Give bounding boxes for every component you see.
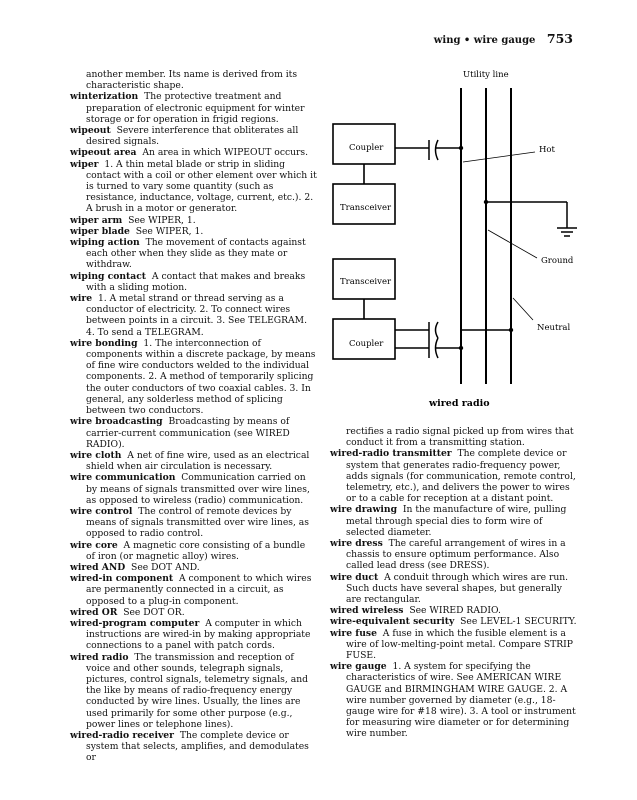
entry-term: wiping action [70,237,140,249]
entry-term: wire-equivalent security [330,616,455,628]
entry-term: wipeout area [70,147,137,159]
entry-term: wired radio [70,651,129,663]
glossary-entry [330,628,577,662]
entry-term: winterization [70,91,139,103]
glossary-entry [70,562,317,573]
entry-definition: 1. The interconnection of components within a discrete package, by means of fine wire conductors welded to the individual components. 2. A method of temporarily splicing the outer conductors of two coaxial cables. 3. In general, any solderless method of splicing between two conductors. [86,337,316,417]
glossary-entry [70,69,317,91]
glossary-entry [330,616,577,627]
entry-term: wipeout [70,125,111,137]
entry-definition: An area in which WIPEOUT occurs. [142,147,309,159]
glossary-entry [70,573,317,607]
glossary-entry [70,416,317,450]
glossary-entry [70,271,317,293]
transceiver-bottom-label: Transceiver [340,277,392,287]
hot-label: Hot [539,145,555,155]
entry-definition: See LEVEL-1 SECURITY. [460,616,577,628]
glossary-entry [70,607,317,618]
entry-definition: See WIPER, 1. [128,214,196,226]
entry-definition: The transmission and reception of voice and other sounds, telegraph signals, pictures, control signals, telemetry signals, and the like by means of radio-frequency energy conducted by wire lines. Usually, the lines are used primarily for some other purpose (e.g., power lines or telephone lines). [86,651,308,730]
glossary-entry [330,661,577,739]
entry-definition: A contact that makes and breaks with a sliding motion. [86,270,306,293]
entry-definition: another member. Its name is derived from its characteristic shape. [86,69,298,92]
glossary-entry [70,91,317,125]
glossary-entry [70,215,317,226]
entry-term: wire bonding [70,337,138,349]
glossary-entry [70,540,317,562]
entry-definition: Communication carried on by means of signals transmitted over wire lines, as opposed to wireless (radio) communication. [86,472,310,506]
entry-term: wire fuse [330,627,377,639]
entry-term: wired-radio receiver [70,729,174,741]
entry-definition: A magnetic core consisting of a bundle of iron (or magnetic alloy) wires. [86,539,306,562]
entry-term: wire gauge [330,661,387,673]
entry-definition: A fuse in which the fusible element is a wire of low-melting-point metal. Compare STRIP FUSE. [346,627,573,662]
entry-term: wiper arm [70,214,123,226]
glossary-entry [70,618,317,652]
glossary-entry [330,448,577,504]
coupler-top-label: Coupler [349,143,384,153]
transceiver-top-label: Transceiver [340,203,392,213]
wired-radio-diagram [325,62,587,414]
entry-term: wired-program computer [70,617,200,629]
entry-definition: A net of fine wire, used as an electrical shield when air circulation is necessary. [86,449,310,473]
entry-definition: A computer in which instructions are wired-in by making appropriate connections to a panel with patch cords. [86,617,311,652]
entry-term: wired wireless [330,605,404,617]
entry-definition: See DOT OR. [123,606,185,618]
right-column [330,426,577,740]
entry-definition: 1. A system for specifying the characteristics of wire. See AMERICAN WIRE GAUGE and BIRMINGHAM WIRE GAUGE. 2. A wire number governed by diameter (e.g., 18-gauge wire for #18 wire). 3. A tool or instrument for measuring wire diameter or for determining wire number. [346,661,576,740]
entry-term: wire dress [330,538,383,550]
entry-term: wired-radio transmitter [330,448,452,460]
entry-term: wire [70,293,93,305]
entry-definition: The complete device or system that generates radio-frequency power, adds signals (for communication, remote control, telemetry, etc.), and delivers the power to wires or to a cable for reception at a distant point. [346,448,576,505]
entry-term: wiper [70,158,99,170]
glossary-entry [70,125,317,147]
glossary-entry [70,226,317,237]
entry-definition: rectifies a radio signal picked up from wires that conduct it from a transmitting station. [346,426,574,449]
entry-term: wire drawing [330,504,398,516]
glossary-entry [330,504,577,538]
left-column [70,69,317,764]
entry-term: wired AND [70,561,126,573]
entry-term: wired-in component [70,573,174,585]
glossary-entry [70,237,317,271]
glossary-entry [70,159,317,215]
entry-definition: A component to which wires are permanently connected in a circuit, as opposed to a plug-in component. [86,573,312,607]
entry-definition: The careful arrangement of wires in a chassis to ensure optimum performance. Also called lead dress (see DRESS). [346,538,566,572]
entry-term: wiper blade [70,225,130,237]
entry-definition: Severe interference that obliterates all desired signals. [86,125,299,148]
entry-term: wire communication [70,472,176,484]
ground-label: Ground [541,256,574,266]
entry-term: wire duct [330,571,379,583]
glossary-entry [70,472,317,506]
entry-definition: 1. A metal strand or thread serving as a conductor of electricity. 2. To connect wires between points in a circuit. 3. See TELEGRAM. 4. To send a TELEGRAM. [86,293,308,338]
glossary-entry [70,338,317,416]
glossary-entry [330,605,577,616]
entry-definition: See WIPER, 1. [135,225,204,237]
entry-definition: The protective treatment and preparation of electronic equipment for winter storage or for operation in frigid regions. [86,91,305,125]
entry-definition: A conduit through which wires are run. Such ducts have several shapes, but generally are rectangular. [346,571,569,606]
entry-definition: See DOT AND. [131,561,200,573]
figure-caption: wired radio [429,398,490,409]
glossary-entry [70,730,317,764]
entry-term: wiping contact [70,270,147,282]
entry-term: wire broadcasting [70,416,163,428]
entry-term: wire core [70,539,118,551]
glossary-entry [70,506,317,540]
entry-definition: In the manufacture of wire, pulling metal through special dies to form wire of selected diameter. [346,504,567,538]
entry-definition: 1. A thin metal blade or strip in sliding contact with a coil or other element over which it is turned to vary some quantity (such as resistance, inductance, voltage, current, etc.). 2. A brush in a motor or generator. [86,158,317,215]
neutral-label: Neutral [537,323,571,333]
entry-definition: The complete device or system that selects, amplifies, and demodulates or [86,729,309,764]
entry-term: wired OR [70,606,118,618]
running-header [434,31,573,46]
entry-definition: The control of remote devices by means of signals transmitted over wire lines, as opposed to radio control. [86,505,310,540]
glossary-entry [330,572,577,606]
entry-term: wire control [70,505,133,517]
entry-definition: The movement of contacts against each other when they slide as they mate or withdraw. [86,237,306,271]
glossary-entry [70,147,317,158]
coupler-bottom-label: Coupler [349,339,384,349]
glossary-entry [70,450,317,472]
entry-definition: Broadcasting by means of carrier-current communication (see WIRED RADIO). [86,416,290,450]
glossary-entry [70,652,317,730]
page-number: 753 [546,31,573,46]
glossary-entry [330,426,577,448]
entry-definition: See WIRED RADIO. [409,605,501,617]
entry-term: wire cloth [70,449,122,461]
glossary-entry [70,293,317,338]
running-title: wing • wire gauge [433,35,536,46]
utility-line-label: Utility line [463,70,509,80]
glossary-entry [330,538,577,572]
